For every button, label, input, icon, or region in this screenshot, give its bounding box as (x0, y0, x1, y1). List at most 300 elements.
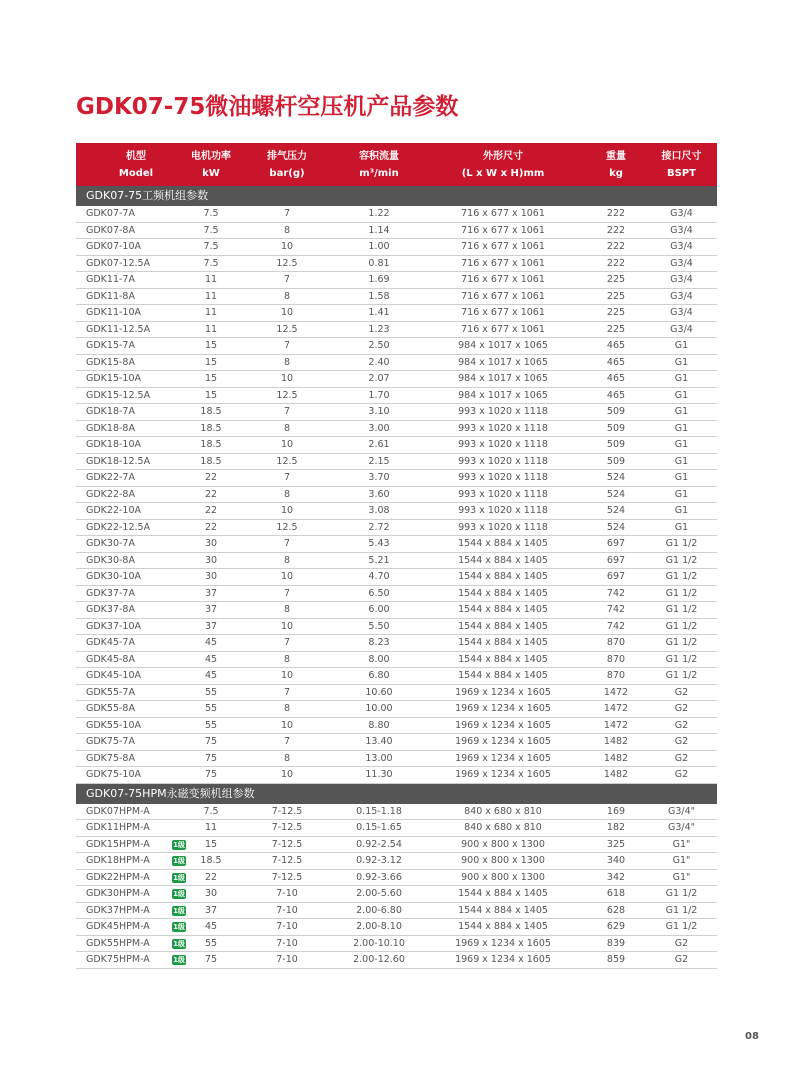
table-cell: G1 1/2 (665, 653, 698, 665)
model-name: GDK45-7A (86, 637, 135, 648)
table-cell: G1 (674, 521, 689, 533)
table-cell: 15 (204, 838, 218, 850)
table-row (76, 371, 717, 388)
table-cell: G3/4 (670, 307, 693, 318)
table-cell: 225 (606, 323, 626, 335)
table-cell (76, 619, 186, 635)
model-name: GDK22HPM-A (86, 871, 150, 883)
table-row (76, 870, 717, 887)
table-cell: G1 (674, 340, 689, 351)
model-name: GDK22-10A (86, 505, 142, 516)
table-cell: G2 (674, 937, 689, 949)
table-cell: 1.23 (368, 323, 390, 335)
table-cell: 716 x 677 x 1061 (461, 241, 545, 252)
table-cell: 13.40 (365, 736, 393, 747)
model-name: GDK30-7A (86, 538, 135, 549)
table-cell: 30 (204, 538, 218, 549)
table-cell: 7 (283, 587, 291, 599)
table-cell: 742 (606, 620, 626, 632)
table-cell: G1 1/2 (665, 587, 698, 599)
model-name: GDK07-8A (86, 224, 135, 236)
table-cell: 0.15-1.65 (356, 822, 402, 833)
model-name: GDK30HPM-A (86, 888, 150, 899)
table-cell: G3/4 (670, 290, 693, 302)
table-row (76, 503, 717, 520)
table-cell: 30 (204, 571, 218, 582)
table-cell: 509 (606, 455, 626, 467)
table-cell: 984 x 1017 x 1065 (458, 356, 548, 368)
table-cell: G1 1/2 (665, 637, 698, 648)
model-name: GDK30-8A (86, 554, 135, 566)
table-cell (76, 936, 186, 952)
table-cell: 15 (204, 373, 218, 384)
table-cell (76, 503, 186, 519)
table-cell: 1472 (603, 703, 629, 714)
table-cell: 993 x 1020 x 1118 (458, 488, 548, 500)
table-cell: 7 (283, 208, 291, 219)
table-cell: 5.21 (368, 554, 390, 566)
table-cell: 2.00-8.10 (356, 921, 402, 932)
table-cell: 18.5 (200, 855, 222, 866)
section-title-pm-vsd: GDK07-75HPM永磁变频机组参数 (76, 784, 717, 804)
table-cell: G1 (674, 472, 689, 483)
table-cell: G1 (674, 356, 689, 368)
table-cell: 870 (606, 637, 626, 648)
model-name: GDK22-12.5A (86, 521, 151, 533)
table-cell: 10 (280, 373, 294, 384)
model-name: GDK11HPM-A (86, 822, 150, 833)
table-cell: 859 (606, 954, 626, 965)
table-cell: 1544 x 884 x 1405 (458, 637, 548, 648)
table-cell: G1 1/2 (665, 554, 698, 566)
table-cell: 7-10 (276, 954, 298, 965)
table-cell: 716 x 677 x 1061 (461, 257, 545, 269)
table-cell: 1544 x 884 x 1405 (458, 670, 548, 681)
table-row (76, 701, 717, 718)
model-name: GDK11-7A (86, 274, 135, 285)
table-cell: 524 (606, 472, 626, 483)
table-cell: 1969 x 1234 x 1605 (455, 937, 551, 949)
model-name: GDK11-8A (86, 290, 135, 302)
table-cell: G1 1/2 (665, 604, 698, 615)
table-cell: 10.60 (365, 686, 393, 698)
table-cell: 742 (606, 587, 626, 599)
table-cell: 2.50 (368, 340, 390, 351)
header-power-en: kW (202, 167, 220, 179)
table-row (76, 206, 717, 223)
header-flow-cn: 容积流量 (359, 150, 399, 162)
table-cell: 7 (283, 686, 291, 698)
model-name: GDK75-10A (86, 769, 142, 780)
table-cell: 18.5 (200, 455, 222, 467)
table-cell: 2.00-5.60 (356, 888, 402, 899)
table-cell: 697 (606, 571, 626, 582)
table-cell: 697 (606, 538, 626, 549)
energy-grade-1-badge-icon: 1级 (173, 956, 185, 964)
table-cell: 12.5 (276, 389, 298, 401)
table-cell: 993 x 1020 x 1118 (458, 439, 548, 450)
table-row (76, 903, 717, 920)
model-name: GDK55-8A (86, 703, 135, 714)
table-cell: G3/4 (670, 224, 693, 236)
table-cell: 22 (204, 488, 218, 500)
table-cell: 10.00 (365, 703, 393, 714)
table-cell (76, 305, 186, 321)
table-row (76, 239, 717, 256)
table-cell (76, 837, 186, 853)
table-cell: 7-10 (276, 904, 298, 916)
table-cell: 8.23 (368, 637, 390, 648)
table-cell: 716 x 677 x 1061 (461, 323, 545, 335)
table-row (76, 454, 717, 471)
table-cell: 993 x 1020 x 1118 (458, 455, 548, 467)
model-name: GDK30-10A (86, 571, 142, 582)
table-cell: 10 (280, 505, 294, 516)
table-cell (76, 586, 186, 602)
header-power (186, 143, 236, 186)
table-row (76, 437, 717, 454)
table-cell: 2.00-10.10 (353, 937, 405, 949)
table-cell: 993 x 1020 x 1118 (458, 422, 548, 434)
table-cell: 6.80 (368, 670, 390, 681)
table-cell (76, 371, 186, 387)
header-model (76, 143, 186, 186)
table-cell: 45 (204, 653, 218, 665)
model-name: GDK15-12.5A (86, 389, 151, 401)
table-cell: 839 (606, 937, 626, 949)
table-cell (76, 487, 186, 503)
table-cell: 222 (606, 257, 626, 269)
table-cell: 7-12.5 (271, 822, 303, 833)
table-row (76, 767, 717, 784)
table-cell: 15 (204, 340, 218, 351)
table-cell: 870 (606, 653, 626, 665)
table-cell (76, 635, 186, 651)
table-cell: G1 (674, 406, 689, 417)
table-cell: 11.30 (365, 769, 393, 780)
table-row (76, 718, 717, 735)
table-cell: G3/4 (670, 241, 693, 252)
table-cell (76, 767, 186, 783)
table-cell: 1.14 (368, 224, 390, 236)
table-cell: 7-12.5 (271, 871, 303, 883)
table-cell: 697 (606, 554, 626, 566)
table-cell (76, 536, 186, 552)
header-dimensions (420, 143, 586, 186)
table-cell (76, 668, 186, 684)
table-cell: 10 (280, 571, 294, 582)
table-cell: 11 (204, 822, 218, 833)
table-cell: 45 (204, 637, 218, 648)
table-cell: 75 (204, 736, 218, 747)
table-cell (76, 520, 186, 536)
table-cell: 900 x 800 x 1300 (461, 871, 545, 883)
model-name: GDK22-7A (86, 472, 135, 483)
model-name: GDK11-10A (86, 307, 142, 318)
model-name: GDK37-7A (86, 587, 135, 599)
table-cell: 5.50 (368, 620, 390, 632)
table-cell: 2.61 (368, 439, 390, 450)
table-cell: 628 (606, 904, 626, 916)
table-row (76, 421, 717, 438)
table-cell: 1969 x 1234 x 1605 (455, 954, 551, 965)
table-cell (76, 569, 186, 585)
table-cell: 509 (606, 422, 626, 434)
energy-grade-1-badge-icon: 1级 (173, 923, 185, 931)
table-cell: 1482 (603, 736, 629, 747)
table-cell: 1969 x 1234 x 1605 (455, 703, 551, 714)
table-cell: 37 (204, 587, 218, 599)
table-cell (76, 718, 186, 734)
table-cell: 7.5 (203, 208, 219, 219)
table-cell: 993 x 1020 x 1118 (458, 521, 548, 533)
energy-grade-1-badge-icon: 1级 (173, 873, 185, 882)
table-cell: 465 (606, 340, 626, 351)
table-cell (76, 602, 186, 618)
table-cell: 7 (283, 274, 291, 285)
table-row (76, 804, 717, 821)
header-pressure-en: bar(g) (269, 167, 305, 179)
table-cell: 8 (283, 290, 291, 302)
table-cell (76, 223, 186, 239)
model-name: GDK75-8A (86, 752, 135, 764)
table-row (76, 272, 717, 289)
table-row (76, 619, 717, 636)
energy-grade-1-badge-icon: 1级 (173, 939, 185, 948)
model-name: GDK07HPM-A (86, 805, 150, 817)
table-cell: 1544 x 884 x 1405 (458, 554, 548, 566)
table-cell: 7 (283, 637, 291, 648)
table-cell: 7.5 (203, 224, 219, 236)
table-cell (76, 804, 186, 820)
table-cell (76, 952, 186, 968)
table-cell: G2 (674, 769, 689, 780)
table-cell: 10 (280, 620, 294, 632)
model-name: GDK55-7A (86, 686, 135, 698)
table-cell: 3.10 (368, 406, 390, 417)
model-name: GDK07-7A (86, 208, 135, 219)
table-cell: 1544 x 884 x 1405 (458, 587, 548, 599)
table-cell (76, 289, 186, 305)
table-row (76, 338, 717, 355)
table-row (76, 936, 717, 953)
table-row (76, 652, 717, 669)
table-cell: 222 (606, 241, 626, 252)
model-name: GDK37-8A (86, 604, 135, 615)
table-row (76, 536, 717, 553)
energy-grade-1-badge-icon: 1级 (173, 840, 185, 849)
table-cell: 524 (606, 488, 626, 500)
table-cell: 37 (204, 604, 218, 615)
table-cell: 8 (283, 422, 291, 434)
table-cell: 1472 (603, 719, 629, 731)
table-cell: 900 x 800 x 1300 (461, 838, 545, 850)
table-cell: 1544 x 884 x 1405 (458, 538, 548, 549)
table-cell: G3/4 (670, 257, 693, 269)
table-cell: G1 1/2 (665, 620, 698, 632)
table-row (76, 837, 717, 854)
table-cell: 1482 (603, 769, 629, 780)
model-name: GDK55HPM-A (86, 937, 150, 949)
table-cell (76, 322, 186, 338)
model-name: GDK22-8A (86, 488, 135, 500)
table-cell: G1 1/2 (665, 538, 698, 549)
table-cell: 984 x 1017 x 1065 (458, 389, 548, 401)
table-cell: 1544 x 884 x 1405 (458, 653, 548, 665)
table-cell: 342 (606, 871, 626, 883)
header-connection-en: BSPT (667, 167, 696, 179)
model-name: GDK45-10A (86, 670, 142, 681)
table-cell: 18.5 (200, 406, 222, 417)
table-cell: 465 (606, 373, 626, 384)
model-name: GDK55-10A (86, 719, 142, 731)
table-cell: 37 (204, 904, 218, 916)
table-cell: 509 (606, 406, 626, 417)
model-name: GDK18-7A (86, 406, 135, 417)
table-cell: 1.22 (368, 208, 390, 219)
table-cell: G2 (674, 752, 689, 764)
table-cell: G2 (674, 719, 689, 731)
table-cell: G1 1/2 (665, 888, 698, 899)
model-name: GDK15-7A (86, 340, 135, 351)
table-cell: 8 (283, 653, 291, 665)
table-cell: G3/4 (670, 274, 693, 285)
table-cell: G1 1/2 (665, 670, 698, 681)
table-cell: 1.00 (368, 241, 390, 252)
table-cell: 45 (204, 921, 218, 932)
table-cell: 2.72 (368, 521, 390, 533)
table-cell: 2.40 (368, 356, 390, 368)
table-cell: 12.5 (276, 521, 298, 533)
model-name: GDK07-10A (86, 241, 142, 252)
section-pm-vsd-rows (76, 804, 717, 969)
table-cell: 45 (204, 670, 218, 681)
table-cell: 182 (606, 822, 626, 833)
page-number: 08 (745, 1031, 759, 1042)
table-cell (76, 886, 186, 902)
table-cell: 1544 x 884 x 1405 (458, 904, 548, 916)
table-cell: 325 (606, 838, 626, 850)
model-name: GDK15HPM-A (86, 838, 150, 850)
header-pressure (236, 143, 338, 186)
table-cell: G1 (674, 439, 689, 450)
table-cell: G2 (674, 686, 689, 698)
table-cell: 30 (204, 888, 218, 899)
table-cell: 870 (606, 670, 626, 681)
table-cell: G1" (672, 838, 691, 850)
table-cell (76, 903, 186, 919)
table-cell: 8.80 (368, 719, 390, 731)
table-cell: G3/4" (667, 822, 696, 833)
table-cell: 225 (606, 307, 626, 318)
table-cell: 900 x 800 x 1300 (461, 855, 545, 866)
table-cell: 340 (606, 855, 626, 866)
table-cell: 8 (283, 356, 291, 368)
table-cell: 8 (283, 752, 291, 764)
table-cell (76, 421, 186, 437)
table-cell: 55 (204, 937, 218, 949)
header-pressure-cn: 排气压力 (267, 150, 307, 162)
table-cell: 7.5 (203, 257, 219, 269)
table-row (76, 470, 717, 487)
table-cell: 55 (204, 719, 218, 731)
table-cell (76, 256, 186, 272)
table-cell: 0.81 (368, 257, 390, 269)
table-cell (76, 820, 186, 836)
table-cell: 4.70 (368, 571, 390, 582)
table-cell: 12.5 (276, 257, 298, 269)
table-cell: 222 (606, 208, 626, 219)
table-row (76, 289, 717, 306)
table-cell: G1 (674, 455, 689, 467)
table-cell: 1544 x 884 x 1405 (458, 921, 548, 932)
table-cell: 465 (606, 356, 626, 368)
table-cell: G1" (672, 871, 691, 883)
table-cell: 524 (606, 505, 626, 516)
model-name: GDK15-10A (86, 373, 142, 384)
table-cell: 984 x 1017 x 1065 (458, 373, 548, 384)
table-cell: 716 x 677 x 1061 (461, 224, 545, 236)
table-cell (76, 206, 186, 222)
model-name: GDK37-10A (86, 620, 142, 632)
table-cell: 8 (283, 224, 291, 236)
model-name: GDK37HPM-A (86, 904, 150, 916)
table-cell: 7-12.5 (271, 805, 303, 817)
table-cell: 0.15-1.18 (356, 805, 402, 817)
table-cell: 7 (283, 538, 291, 549)
table-cell (76, 454, 186, 470)
table-cell: 993 x 1020 x 1118 (458, 505, 548, 516)
table-cell: 8 (283, 554, 291, 566)
table-cell: 11 (204, 290, 218, 302)
table-cell (76, 338, 186, 354)
table-cell: 7-10 (276, 921, 298, 932)
model-name: GDK18-8A (86, 422, 135, 434)
table-cell: G1" (672, 855, 691, 866)
table-row (76, 355, 717, 372)
header-model-cn: 机型 (126, 150, 146, 162)
header-weight-cn: 重量 (606, 150, 626, 162)
table-row (76, 569, 717, 586)
table-cell: 15 (204, 356, 218, 368)
table-cell: 993 x 1020 x 1118 (458, 406, 548, 417)
table-cell: 225 (606, 274, 626, 285)
table-cell: 7 (283, 472, 291, 483)
table-cell: 2.07 (368, 373, 390, 384)
table-cell: 629 (606, 921, 626, 932)
table-cell: 1.41 (368, 307, 390, 318)
table-row (76, 322, 717, 339)
table-cell: G2 (674, 954, 689, 965)
table-cell: 8 (283, 488, 291, 500)
model-name: GDK11-12.5A (86, 323, 151, 335)
table-cell: G1 (674, 373, 689, 384)
table-row (76, 685, 717, 702)
table-cell: 225 (606, 290, 626, 302)
table-cell: 1.58 (368, 290, 390, 302)
table-cell: 11 (204, 274, 218, 285)
header-connection (646, 143, 717, 186)
table-cell: 169 (606, 805, 626, 817)
table-row (76, 404, 717, 421)
table-row (76, 256, 717, 273)
energy-grade-1-badge-icon: 1级 (173, 857, 185, 865)
header-dimensions-cn: 外形尺寸 (483, 150, 523, 162)
table-cell: 3.60 (368, 488, 390, 500)
table-cell: 0.92-3.12 (356, 855, 402, 866)
table-cell: 2.15 (368, 455, 390, 467)
table-cell (76, 685, 186, 701)
